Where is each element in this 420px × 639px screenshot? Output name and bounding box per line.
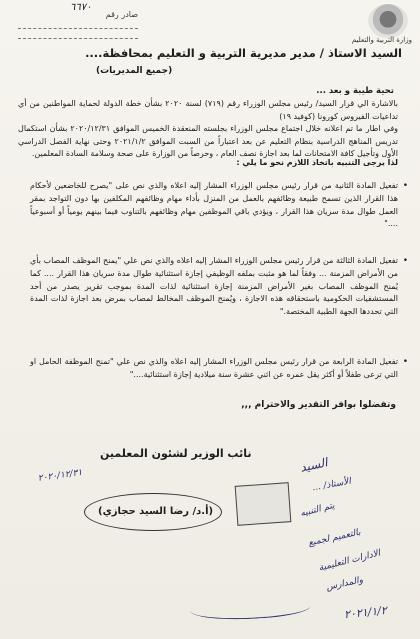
reference-label: صادر رقم <box>105 10 138 19</box>
handwritten-date: ٢٠٢١/١/٢ <box>343 603 388 622</box>
ministry-header: وزارة التربية والتعليم <box>351 36 412 44</box>
paragraph: بالاشارة الي قرار السيد/ رئيس مجلس الوزراء رقم (٧١٩) لسنة ٢٠٢٠ بشأن خطة الدولة لحماية المواطنين من أي تداعيات الفيروس كورونا (كوفيد ١٩) <box>18 99 399 121</box>
signatory-name: (أ.د/ رضا السيد حجازي) <box>98 506 214 517</box>
handwritten-note-line: السيد <box>298 455 329 475</box>
list-item-text: تفعيل المادة الثانية من قرار رئيس مجلس الوزراء المشار إليه اعلاه والذي نص على "يصرح للخاضعين لأحكام هذا القرار الذين تسمح طبيعة وظائفهم بالعمل من المنزل بأداء مهام وظائفهم المكلفين بها دون التواجد بمقر العمل طوال مدة سريان هذا القرار ، ويؤدي باقي الموظفين مهام وظائفهم بالتناوب فيما بينهم يومياً أو أسبوعياً ...." <box>30 181 398 229</box>
addressee-title: السيد الاستاذ / مدير مديرية التربية و التعليم بمحافظة.... <box>85 46 402 60</box>
handwritten-reference: ٦٦٧٠ <box>70 2 92 13</box>
reference-line <box>18 38 138 39</box>
handwritten-note-line: يتم التنبيه <box>299 500 336 520</box>
office-stamp <box>235 482 292 526</box>
list-item-text: تفعيل المادة الرابعة من قرار رئيس مجلس الوزراء المشار إليه اعلاه والذي نص علي "تمنح الموظفة الحامل او التي ترعى طفلاً أو أكثر يقل عمره عن اثني عشرة سنة ميلادية إجازة استثنائية...." <box>30 357 398 379</box>
list-item <box>30 356 408 382</box>
bullet-icon: • <box>402 256 408 266</box>
addressee-subtitle: (جميع المديريات) <box>96 66 173 76</box>
greeting: تحية طيبة و بعد ... <box>316 86 394 96</box>
bullet-icon: • <box>402 181 408 191</box>
request-line: لذا يرجى التنبيه باتخاذ اللازم نحو ما يلي : <box>236 158 398 167</box>
signature-date: ٢٠٢٠/١٢/٣١ <box>37 467 84 484</box>
signatory-title: نائب الوزير لشئون المعلمين <box>100 447 252 460</box>
reference-line <box>18 28 138 29</box>
handwritten-note-line: بالتعميم لجميع <box>307 527 362 549</box>
list-item-text: تفعيل المادة الثالثة من قرار رئيس مجلس الوزراء المشار إليه اعلاه والذي نص علي "يمنح الموظف المصاب بأي من الأمراض المزمنة ... وفقاً لما هو مثبت بملفه الوظيفي إجازة استثنائية طوال مدة سريان هذا القرار .... كما يُمنح الموظف المصاب بغير الأمراض المزمنة إجازة استثنائية لذات المدة بموجب تقرير يصدر من أحد المستشفيات الحكومية باستحقاقه هذه الاجازة ، ويُمنح الموظف المخالط لمصاب بمرض بعد اجازة لذات المدة التي تحددها الجهة الطبية المختصة." <box>30 256 398 317</box>
ministry-seal-icon <box>368 4 408 38</box>
handwritten-signature <box>189 594 310 623</box>
intro-paragraphs <box>18 98 398 161</box>
list-item <box>30 180 408 231</box>
bullet-icon: • <box>402 357 408 367</box>
paragraph: وفي اطار ما تم اعلانه خلال اجتماع مجلس الوزراء بجلسته المنعقدة الخميس الموافق ٢٠٢٠/١٢/٣١ بشأن استكمال تدريس المناهج الدراسية بنظام التعليم عن بعد اعتباراً من السبت الموافق ٢٠٢١/١/٢ وحتى نهاية الفصل الدراسي الأول وتأجيل كافة الامتحانات لما بعد اجازة نصف العام ، وحرصاً من الوزارة على صحة وسلامة السادة المعلمين. <box>18 124 399 159</box>
reference-box <box>18 10 138 46</box>
handwritten-note-line: والمدارس <box>325 575 364 593</box>
closing-line: وتفضلوا بوافر التقدير والاحترام ,,, <box>241 400 396 410</box>
handwritten-note-line: الأستاذ/ ... <box>311 476 352 494</box>
handwritten-note-line: الادارات التعليمية <box>317 548 382 574</box>
list-item <box>30 255 408 319</box>
